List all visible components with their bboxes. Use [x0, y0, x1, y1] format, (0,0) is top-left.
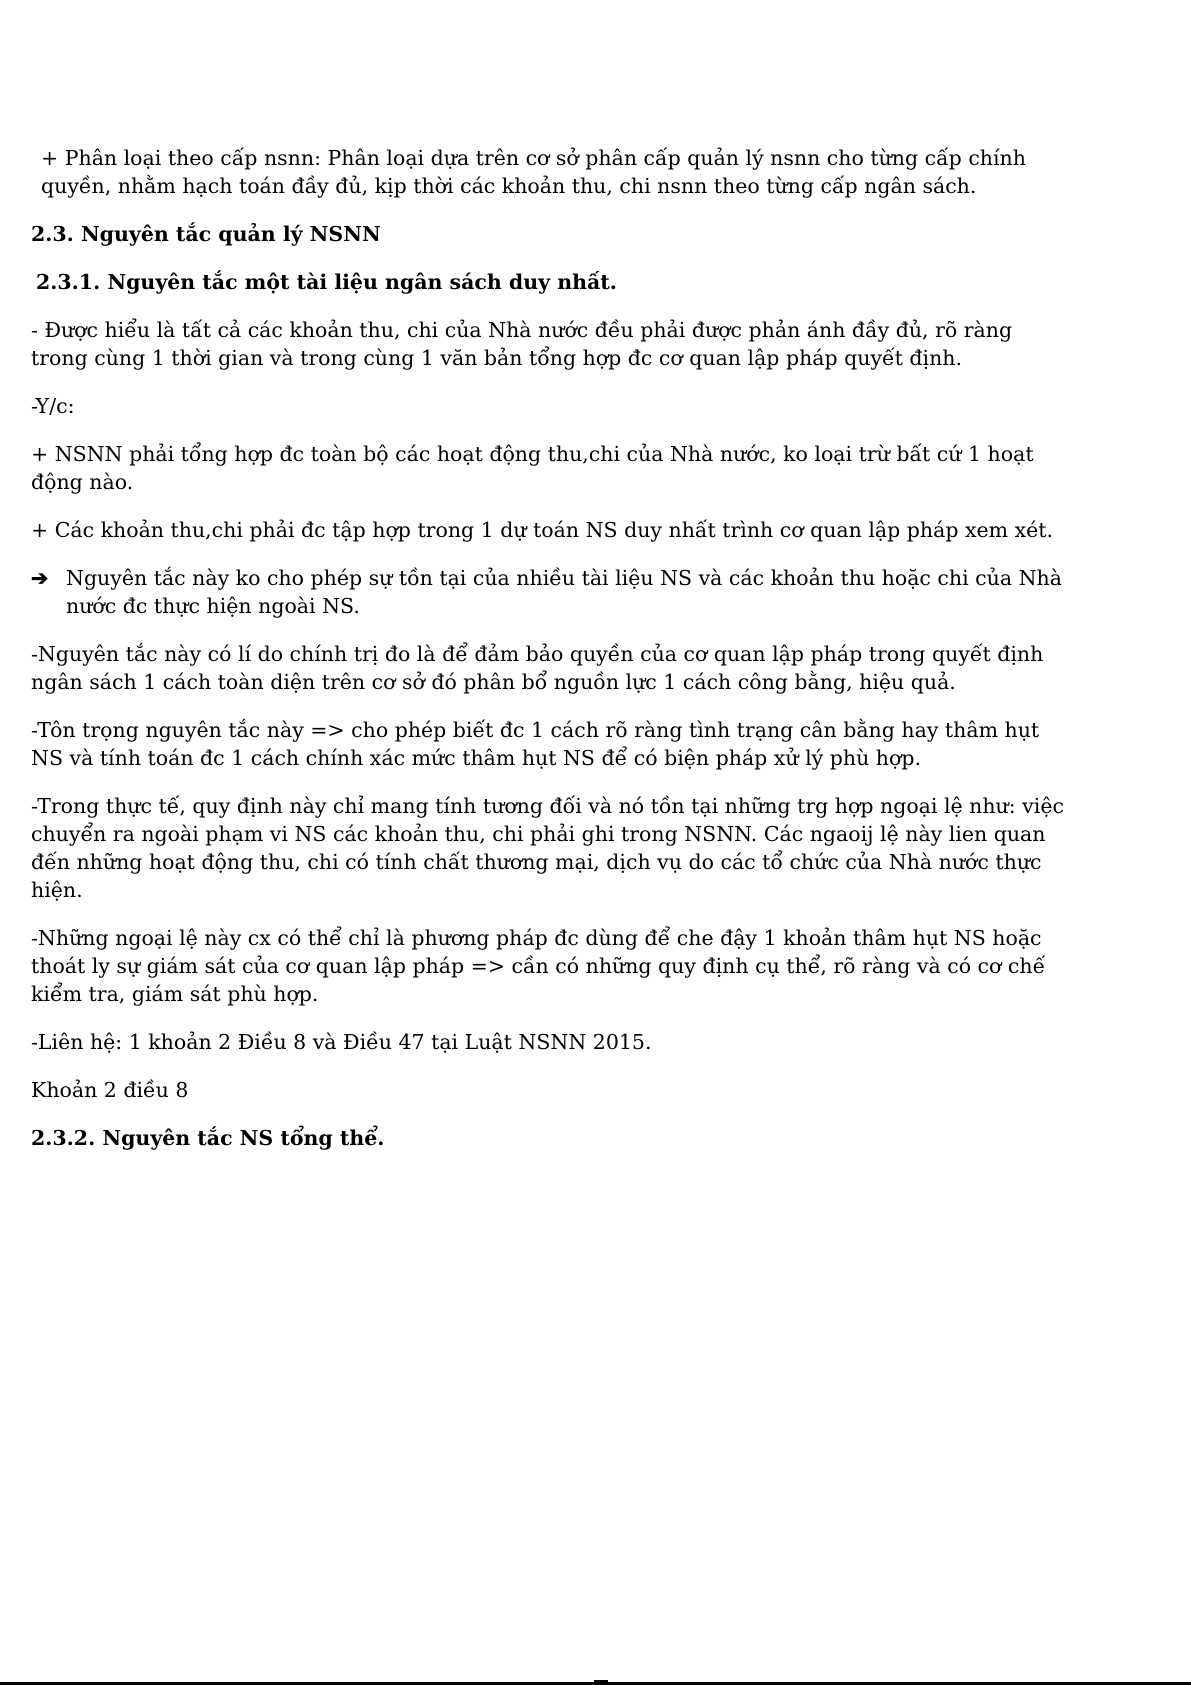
page-bottom-tick: [594, 1680, 608, 1685]
paragraph-exceptions: -Trong thực tế, quy định này chỉ mang tính tương đối và nó tồn tại những trg hợp ngoại lệ như: việc chuyển ra ngoài phạm vi NS các khoản thu, chi phải ghi trong NSNN. Các ngaoij lệ này lien quan đến những hoạt động thu, chi có tính chất thương mại, dịch vụ do các tổ chức của Nhà nước thực hiện.: [31, 794, 1064, 902]
heading-2-3-2: 2.3.2. Nguyên tắc NS tổng thể.: [31, 1126, 385, 1150]
paragraph-requirements-label: -Y/c:: [31, 394, 75, 418]
arrow-right-icon: ➔: [31, 566, 49, 590]
arrow-bullet-text: Nguyên tắc này ko cho phép sự tồn tại của nhiều tài liệu NS và các khoản thu hoặc chi của Nhà nước đc thực hiện ngoài NS.: [66, 566, 1062, 618]
paragraph-classification: + Phân loại theo cấp nsnn: Phân loại dựa trên cơ sở phân cấp quản lý nsnn cho từng cấp chính quyền, nhằm hạch toán đầy đủ, kịp thời các khoản thu, chi nsnn theo từng cấp ngân sách.: [41, 146, 1026, 198]
paragraph-legal-reference: -Liên hệ: 1 khoản 2 Điều 8 và Điều 47 tại Luật NSNN 2015.: [31, 1030, 652, 1054]
paragraph-definition: - Được hiểu là tất cả các khoản thu, chi của Nhà nước đều phải được phản ánh đầy đủ, rõ ràng trong cùng 1 thời gian và trong cùng 1 văn bản tổng hợp đc cơ quan lập pháp quyết định.: [31, 318, 1013, 370]
document-page: [31, 144, 1071, 1172]
paragraph-exceptions-concealment: -Những ngoại lệ này cx có thể chỉ là phương pháp đc dùng để che đậy 1 khoản thâm hụt NS hoặc thoát ly sự giám sát của cơ quan lập pháp => cần có những quy định cụ thể, rõ ràng và có cơ chế kiểm tra, giám sát phù hợp.: [31, 926, 1046, 1006]
paragraph-clause-reference: Khoản 2 điều 8: [31, 1078, 189, 1102]
paragraph-requirement-2: + Các khoản thu,chi phải đc tập hợp trong 1 dự toán NS duy nhất trình cơ quan lập pháp xem xét.: [31, 518, 1054, 542]
heading-2-3: 2.3. Nguyên tắc quản lý NSNN: [31, 222, 381, 246]
arrow-bullet-item: [31, 564, 1071, 620]
paragraph-respect-principle: -Tôn trọng nguyên tắc này => cho phép biết đc 1 cách rõ ràng tình trạng cân bằng hay thâm hụt NS và tính toán đc 1 cách chính xác mức thâm hụt NS để có biện pháp xử lý phù hợp.: [31, 718, 1040, 770]
heading-2-3-1: 2.3.1. Nguyên tắc một tài liệu ngân sách duy nhất.: [36, 270, 617, 294]
paragraph-requirement-1: + NSNN phải tổng hợp đc toàn bộ các hoạt động thu,chi của Nhà nước, ko loại trừ bất cứ 1 hoạt động nào.: [31, 442, 1034, 494]
paragraph-political-reason: -Nguyên tắc này có lí do chính trị đo là để đảm bảo quyền của cơ quan lập pháp trong quyết định ngân sách 1 cách toàn diện trên cơ sở đó phân bổ nguồn lực 1 cách công bằng, hiệu quả.: [31, 642, 1044, 694]
